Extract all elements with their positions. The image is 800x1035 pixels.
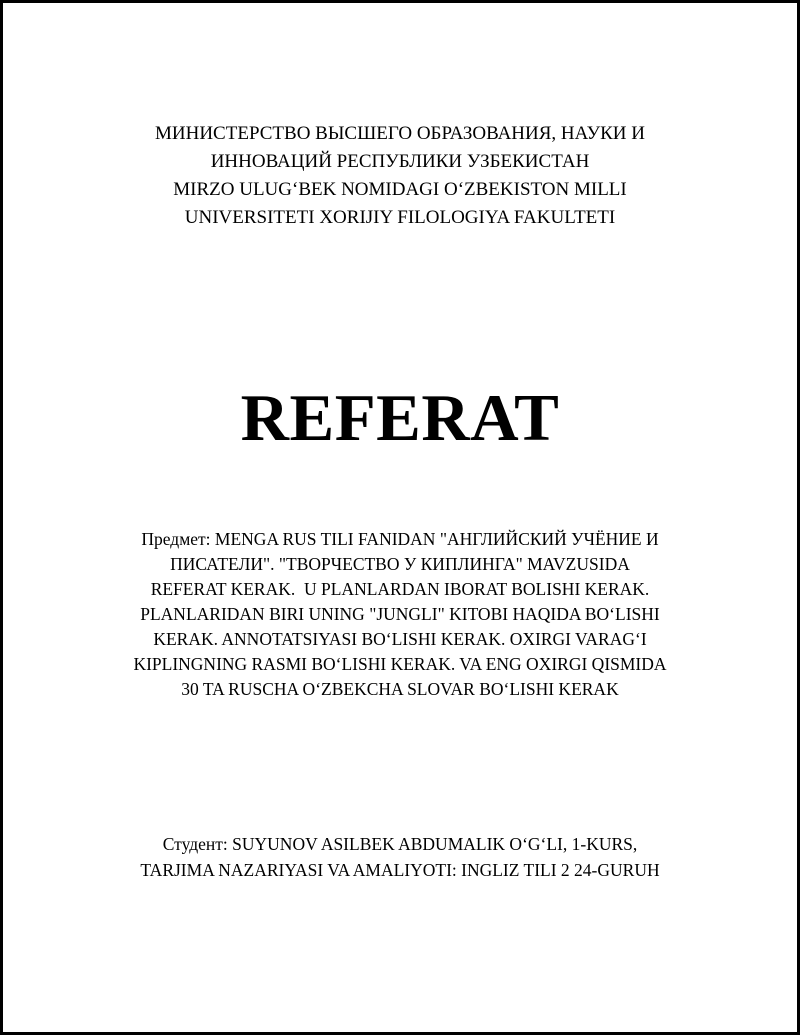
- subject-line: REFERAT KERAK. U PLANLARDAN IBORAT BOLISHI KERAK.: [150, 579, 650, 599]
- student-line: Студент: SUYUNOV ASILBEK ABDUMALIK O‘G‘LI, 1-KURS,: [162, 834, 638, 854]
- header-line: ИННОВАЦИЙ РЕСПУБЛИКИ УЗБЕКИСТАН: [210, 151, 590, 172]
- subject-line: PLANLARIDAN BIRI UNING "JUNGLI" KITOBI HAQIDA BO‘LISHI: [140, 604, 660, 624]
- student-block: [0, 831, 800, 883]
- document-title: REFERAT: [240, 381, 560, 455]
- subject-block: [0, 527, 800, 702]
- header-line: MIRZO ULUG‘BEK NOMIDAGI O‘ZBEKISTON MILLI: [173, 179, 627, 200]
- header-line: UNIVERSITETI XORIJIY FILOLOGIYA FAKULTETI: [184, 207, 616, 228]
- ministry-header: [0, 120, 800, 232]
- student-line: TARJIMA NAZARIYASI VA AMALIYOTI: INGLIZ TILI 2 24-GURUH: [140, 860, 660, 880]
- header-line: МИНИСТЕРСТВО ВЫСШЕГО ОБРАЗОВАНИЯ, НАУКИ И: [155, 123, 645, 144]
- subject-line: 30 TA RUSCHA O‘ZBEKCHA SLOVAR BO‘LISHI KERAK: [181, 679, 619, 699]
- subject-line: KIPLINGNING RASMI BO‘LISHI KERAK. VA ENG OXIRGI QISMIDA: [133, 654, 667, 674]
- subject-line: ПИСАТЕЛИ". "ТВОРЧЕСТВО У КИПЛИНГА" MAVZUSIDA: [170, 554, 630, 574]
- subject-line: Предмет: MENGA RUS TILI FANIDAN "АНГЛИЙСКИЙ УЧЁНИЕ И: [141, 529, 659, 549]
- subject-line: KERAK. ANNOTATSIYASI BO‘LISHI KERAK. OXIRGI VARAG‘I: [153, 629, 647, 649]
